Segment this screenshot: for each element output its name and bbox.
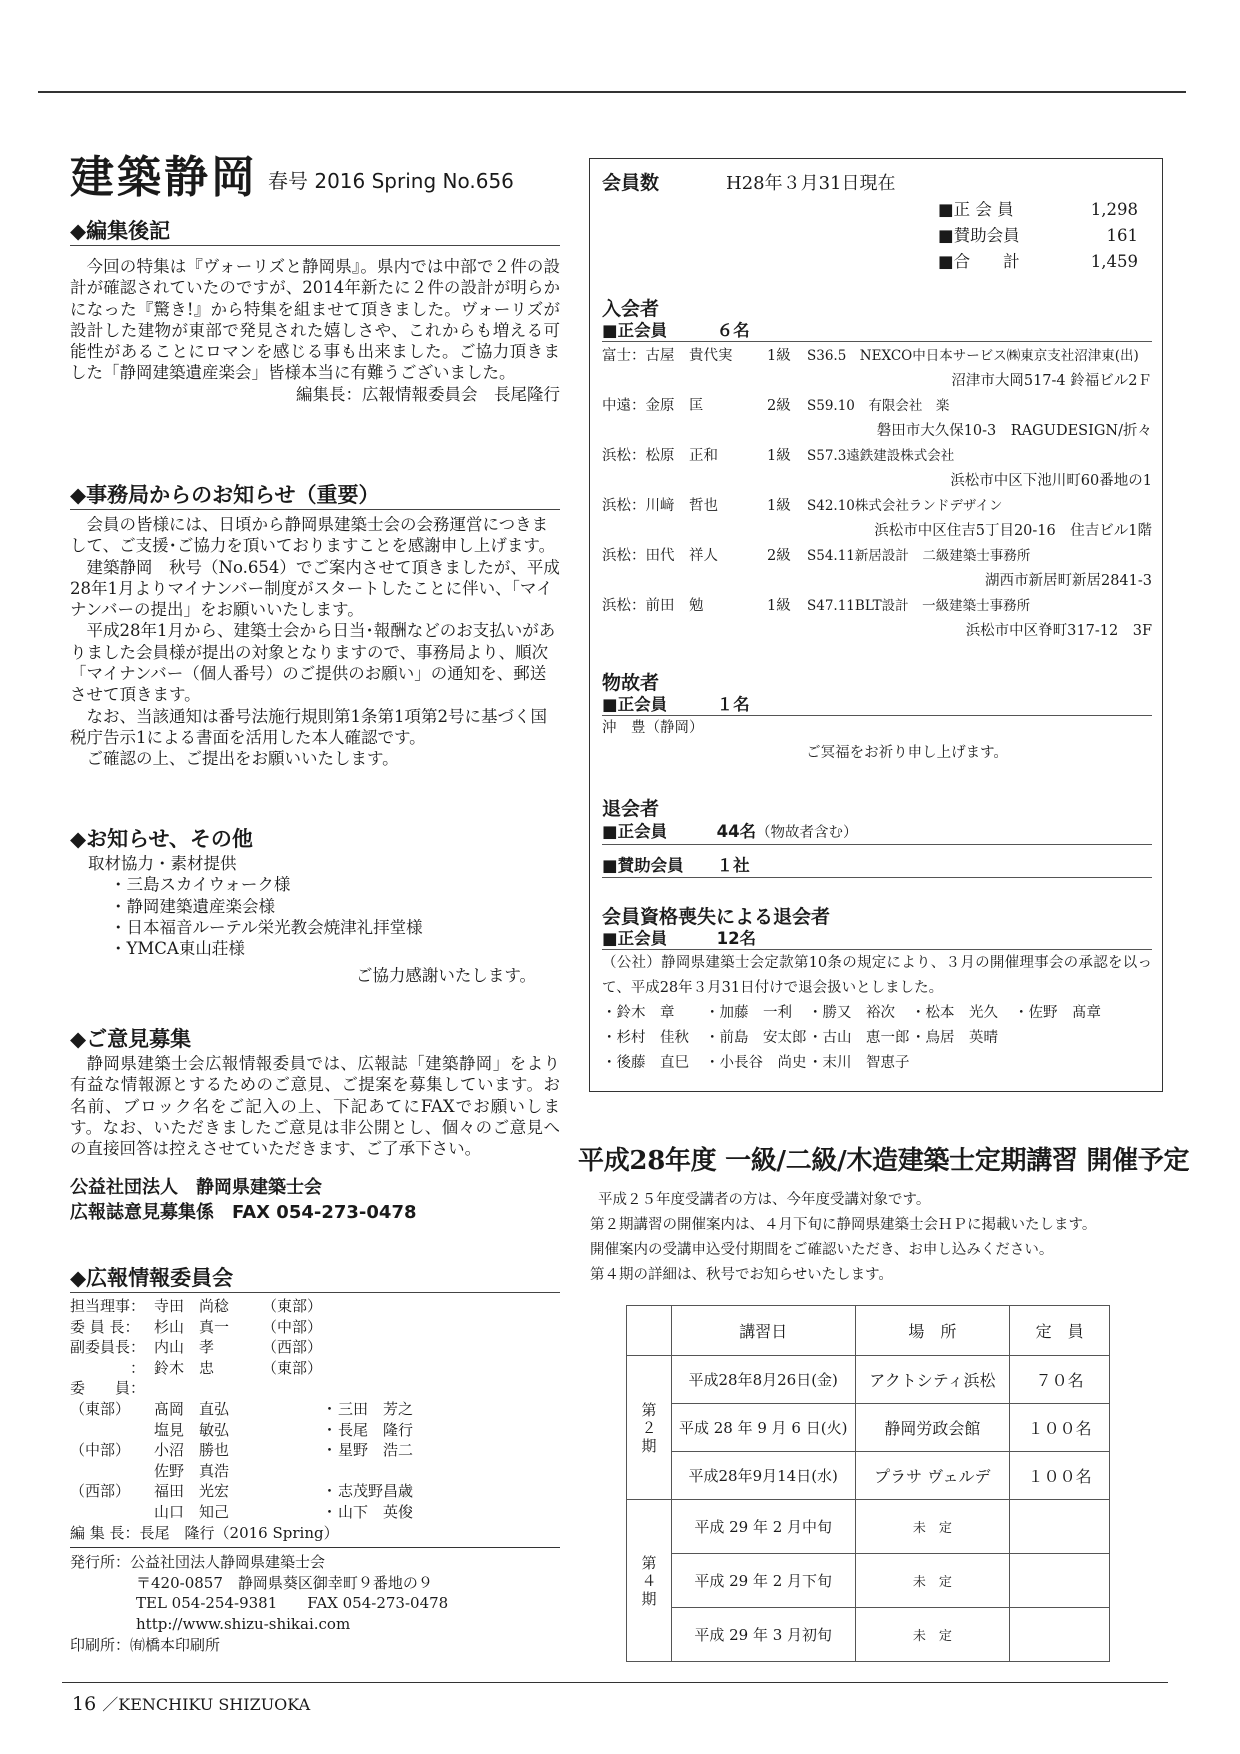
committee-cell: 山口 知己 bbox=[154, 1502, 230, 1521]
course-place: プラサ ヴェルデ bbox=[855, 1452, 1010, 1500]
joined-member-office: S42.10株式会社ランドデザイン bbox=[807, 498, 1003, 514]
committee-cell: ・ bbox=[322, 1482, 338, 1501]
joined-member-office: S59.10 有限会社 楽 bbox=[807, 398, 950, 414]
deceased-condolence: ご冥福をお祈り申し上げます。 bbox=[806, 745, 1008, 761]
opinions-org: 公益社団法人 静岡県建築士会 bbox=[70, 1177, 322, 1199]
office-notice-p4: なお、当該通知は番号法施行規則第1条第1項第2号に基づく国税庁告示1による書面を活用した本人確認です。 bbox=[70, 706, 547, 747]
bottom-rule bbox=[62, 1682, 1168, 1683]
course-line: 第４期の詳細は、秋号でお知らせいたします。 bbox=[590, 1267, 893, 1283]
top-rule bbox=[38, 91, 1186, 93]
joined-member-grade: 1級 bbox=[767, 498, 791, 514]
committee-cell bbox=[262, 1420, 322, 1441]
publisher-label: 発行所： bbox=[70, 1553, 131, 1572]
committee-cell bbox=[338, 1461, 428, 1482]
table-row bbox=[627, 1452, 1110, 1500]
joined-member-row bbox=[602, 344, 1152, 369]
committee-row bbox=[70, 1440, 428, 1461]
committee-row bbox=[70, 1296, 428, 1317]
other-notice-thanks: ご協力感謝いたします。 bbox=[355, 966, 536, 986]
opinions-heading: ◆ご意見募集 bbox=[70, 1027, 192, 1051]
committee-table bbox=[70, 1296, 428, 1523]
committee-cell bbox=[262, 1461, 322, 1482]
opinions-section bbox=[70, 1026, 560, 1225]
course-date: 平成 29 年 2 月中旬 bbox=[671, 1500, 855, 1554]
committee-cell: 佐野 真浩 bbox=[154, 1461, 230, 1480]
course-date: 平成28年9月14日(水) bbox=[671, 1452, 855, 1500]
course-lines bbox=[590, 1188, 1170, 1288]
disqualified-name: ・小長谷 尚史 bbox=[705, 1055, 807, 1071]
committee-cell: 小沼 勝也 bbox=[154, 1441, 230, 1460]
other-notice-item: ・三島スカイウォーク様 bbox=[110, 875, 291, 895]
disqualified-name: ・鈴木 章 bbox=[602, 1005, 675, 1021]
course-capacity: ７０名 bbox=[1010, 1356, 1110, 1404]
course-capacity bbox=[1010, 1554, 1110, 1608]
other-notice-heading: ◆お知らせ、その他 bbox=[70, 827, 253, 851]
course-capacity bbox=[1010, 1500, 1110, 1554]
committee-cell: 鈴木 忠 bbox=[154, 1358, 215, 1377]
course-schedule-table bbox=[626, 1305, 1110, 1662]
disqualified-name bbox=[1014, 1051, 1104, 1076]
committee-row bbox=[70, 1378, 428, 1399]
disqualified-name: ・末川 智恵子 bbox=[808, 1055, 910, 1071]
other-notice-section bbox=[70, 826, 560, 987]
committee-cell: ・ bbox=[322, 1441, 338, 1460]
disqualified-names bbox=[602, 1001, 1104, 1076]
committee-editor-line: 編 集 長：長尾 隆行（2016 Spring） bbox=[70, 1523, 339, 1542]
joined-member-grade: 1級 bbox=[767, 448, 791, 464]
committee-cell bbox=[262, 1502, 322, 1523]
table-header-blank bbox=[627, 1306, 672, 1356]
course-capacity bbox=[1010, 1608, 1110, 1662]
committee-cell: 塩見 敏弘 bbox=[154, 1420, 230, 1439]
disqualified-name: ・松本 光久 bbox=[911, 1005, 998, 1021]
joined-member-name: 浜松：前田 勉 bbox=[602, 598, 704, 614]
publisher-rule bbox=[70, 1547, 560, 1548]
member-count-label: ■賛助会員 bbox=[938, 226, 1020, 245]
office-notice-section bbox=[70, 482, 560, 770]
committee-cell bbox=[338, 1337, 428, 1358]
publisher-url[interactable]: http://www.shizu-shikai.com bbox=[136, 1614, 351, 1633]
joined-member-office: S54.11新居設計 二級建築士事務所 bbox=[807, 548, 1031, 564]
joined-member-row bbox=[602, 494, 1152, 519]
committee-cell bbox=[338, 1378, 428, 1399]
committee-cell bbox=[70, 1502, 154, 1523]
publisher-name: 公益社団法人静岡県建築士会 bbox=[130, 1553, 326, 1572]
joined-member-grade: 1級 bbox=[767, 598, 791, 614]
joined-member-address: 浜松市中区脊町317-12 3F bbox=[965, 623, 1152, 639]
committee-cell: ・ bbox=[322, 1502, 338, 1521]
member-count-value: 1,298 bbox=[1090, 200, 1138, 219]
deceased-heading: 物故者 bbox=[602, 672, 660, 694]
joined-heading: 入会者 bbox=[602, 298, 660, 320]
joined-member-row bbox=[602, 544, 1152, 569]
course-date: 平成28年8月26日(金) bbox=[671, 1356, 855, 1404]
footer-title: ／KENCHIKU SHIZUOKA bbox=[102, 1695, 311, 1714]
deceased-section bbox=[602, 671, 1152, 766]
committee-cell: （東部） bbox=[262, 1358, 323, 1377]
table-header-place: 場 所 bbox=[855, 1306, 1010, 1356]
editor-note-heading: ◆編集後記 bbox=[70, 218, 560, 246]
committee-row bbox=[70, 1481, 428, 1502]
committee-cell: 長尾 隆行 bbox=[338, 1420, 414, 1439]
committee-cell bbox=[322, 1358, 338, 1379]
committee-row bbox=[70, 1317, 428, 1338]
other-notice-item: ・YMCA東山荘様 bbox=[110, 939, 245, 959]
membership-box bbox=[589, 158, 1163, 1092]
committee-cell: 委 員： bbox=[70, 1379, 146, 1398]
committee-cell: ・ bbox=[322, 1399, 338, 1418]
committee-cell bbox=[154, 1378, 262, 1399]
joined-member-address: 浜松市中区住吉5丁目20-16 住吉ビル1階 bbox=[874, 523, 1152, 539]
member-count-value: 1,459 bbox=[1090, 252, 1138, 271]
committee-cell: 福田 光宏 bbox=[154, 1482, 230, 1501]
publisher-address: 〒420-0857 静岡県葵区御幸町９番地の９ bbox=[136, 1573, 433, 1592]
disqualified-name: ・杉村 佳秋 bbox=[602, 1030, 689, 1046]
committee-row bbox=[70, 1399, 428, 1420]
course-place: 未 定 bbox=[855, 1500, 1010, 1554]
member-count-value: 161 bbox=[1106, 226, 1138, 245]
committee-cell: 内山 孝 bbox=[154, 1338, 215, 1357]
committee-cell: （東部） bbox=[262, 1297, 323, 1315]
committee-cell: （西部） bbox=[262, 1338, 323, 1357]
disqualified-name: ・古山 恵一郎 bbox=[808, 1030, 910, 1046]
course-place: 未 定 bbox=[855, 1554, 1010, 1608]
table-header-capacity: 定 員 bbox=[1010, 1306, 1110, 1356]
joined-subheading: ■正会員 ６名 bbox=[602, 321, 1152, 342]
disqualified-name: ・後藤 直巳 bbox=[602, 1055, 689, 1071]
opinions-fax: 広報誌意見募集係 FAX 054-273-0478 bbox=[70, 1202, 417, 1224]
joined-member-address: 磐田市大久保10-3 RAGUDESIGN/折々 bbox=[876, 423, 1152, 439]
page-number: 16 bbox=[72, 1693, 97, 1715]
course-place: アクトシティ浜松 bbox=[855, 1356, 1010, 1404]
committee-cell: （西部） bbox=[70, 1482, 131, 1501]
committee-row bbox=[70, 1358, 428, 1379]
member-counts bbox=[938, 197, 1138, 275]
course-place: 未 定 bbox=[855, 1608, 1010, 1662]
committee-cell bbox=[262, 1440, 322, 1461]
period-label: 第 ４ 期 bbox=[627, 1500, 672, 1662]
editor-note-body: 今回の特集は『ヴォーリズと静岡県』。県内では中部で２件の設計が確認されていたのですが、2014年新たに２件の設計が明らかになった『驚き!』から特集を組ませて頂きました。ヴォーリズが設計した建物が東部で発見された嬉しさや、これからも増える可能性があることにロマンを感じる事も出来ました。ご協力頂きました「静岡建築遺産楽会」皆様本当に有難うございました。 bbox=[70, 257, 560, 383]
withdrawn-subheading: ■正会員 44名 bbox=[602, 822, 757, 841]
withdrawn-heading: 退会者 bbox=[602, 798, 660, 820]
course-date: 平成 29 年 3 月初旬 bbox=[671, 1608, 855, 1662]
publisher-block bbox=[70, 1552, 560, 1655]
opinions-body: 静岡県建築士会広報情報委員では、広報誌「建築静岡」をより有益な情報源とするためのご意見、ご提案を募集しています。お名前、ブロック名をご記入の上、下記あてにFAXでお願いします。なお、いただきましたご意見は非公開とし、個々のご意見への直接回答は控えさせていただきます、ご了承下さい。 bbox=[70, 1054, 560, 1159]
table-row bbox=[627, 1500, 1110, 1554]
disqualified-name: ・勝又 裕次 bbox=[808, 1005, 895, 1021]
joined-member-name: 浜松：松原 正和 bbox=[602, 448, 718, 464]
joined-member-name: 中遠：金原 匡 bbox=[602, 398, 704, 414]
table-row bbox=[627, 1356, 1110, 1404]
other-notice-intro: 取材協力・素材提供 bbox=[88, 854, 237, 873]
course-date: 平成 29 年 2 月下旬 bbox=[671, 1554, 855, 1608]
committee-cell bbox=[322, 1296, 338, 1317]
committee-cell bbox=[338, 1317, 428, 1338]
disqualified-name: ・鳥居 英晴 bbox=[911, 1030, 998, 1046]
committee-cell: 副委員長： bbox=[70, 1338, 146, 1357]
disqualified-section bbox=[602, 905, 1152, 1076]
joined-member-office: S57.3遠鉄建設株式会社 bbox=[807, 448, 955, 464]
committee-cell: 杉山 真一 bbox=[154, 1317, 230, 1336]
table-row bbox=[627, 1608, 1110, 1662]
other-notice-item: ・静岡建築遺産楽会様 bbox=[110, 896, 275, 916]
joined-section bbox=[602, 297, 1152, 644]
committee-heading: ◆広報情報委員会 bbox=[70, 1265, 560, 1293]
committee-cell: 担当理事： bbox=[70, 1297, 146, 1315]
joined-member-address: 沼津市大岡517-4 鈴福ビル2Ｆ bbox=[951, 373, 1152, 389]
course-line: 開催案内の受講申込受付期間をご確認いただき、お申し込みください。 bbox=[590, 1242, 1054, 1258]
magazine-title: 建築静岡 bbox=[70, 152, 258, 203]
printer-label: 印刷所： bbox=[70, 1635, 131, 1654]
withdrawn-section bbox=[602, 797, 1152, 878]
joined-member-name: 浜松：川﨑 哲也 bbox=[602, 498, 718, 514]
joined-member-address: 湖西市新居町新居2841-3 bbox=[984, 573, 1152, 589]
disqualified-body: （公社）静岡県建築士会定款第10条の規定により、３月の開催理事会の承認を以って、平成28年３月31日付けで退会扱いとしました。 bbox=[602, 955, 1152, 996]
disqualified-subheading: ■正会員 12名 bbox=[602, 929, 1152, 950]
deceased-name: 沖 豊（静岡） bbox=[602, 720, 704, 736]
committee-row bbox=[70, 1420, 428, 1441]
joined-member-name: 浜松：田代 祥人 bbox=[602, 548, 718, 564]
joined-member-row bbox=[602, 594, 1152, 619]
committee-row bbox=[70, 1337, 428, 1358]
disqualified-name: ・佐野 髙章 bbox=[1014, 1005, 1101, 1021]
withdrawn-note: （物故者含む） bbox=[756, 825, 858, 841]
committee-cell: 山下 英俊 bbox=[338, 1502, 414, 1521]
committee-cell: 髙岡 直弘 bbox=[154, 1399, 230, 1418]
course-line: 平成２５年度受講者の方は、今年度受講対象です。 bbox=[598, 1192, 931, 1208]
joined-member-office: S36.5 NEXCO中日本サービス㈱東京支社沼津東(出) bbox=[807, 348, 1139, 364]
office-notice-p1: 会員の皆様には、日頃から静岡県建築士会の会務運営につきまして、ご支援･ご協力を頂いておりますことを感謝申し上げます。 bbox=[70, 515, 556, 556]
disqualified-name bbox=[911, 1051, 1014, 1076]
table-row bbox=[627, 1404, 1110, 1452]
committee-cell bbox=[262, 1481, 322, 1502]
committee-cell: ・ bbox=[322, 1420, 338, 1439]
table-header-date: 講習日 bbox=[671, 1306, 855, 1356]
committee-cell: 星野 浩二 bbox=[338, 1441, 414, 1460]
committee-cell: （中部） bbox=[70, 1441, 131, 1460]
course-capacity: １００名 bbox=[1010, 1452, 1110, 1500]
course-place: 静岡労政会館 bbox=[855, 1404, 1010, 1452]
committee-section bbox=[70, 1265, 560, 1655]
office-notice-heading: ◆事務局からのお知らせ（重要） bbox=[70, 482, 560, 510]
committee-cell bbox=[322, 1378, 338, 1399]
editor-note-signature: 編集長：広報情報委員会 長尾隆行 bbox=[296, 384, 560, 404]
course-capacity: １００名 bbox=[1010, 1404, 1110, 1452]
joined-member-row bbox=[602, 394, 1152, 419]
withdrawn-support-subheading: ■賛助会員 １社 bbox=[602, 855, 1152, 878]
page-footer bbox=[72, 1690, 310, 1719]
members-as-of: H28年３月31日現在 bbox=[726, 173, 896, 194]
joined-member-name: 富士：古屋 貴代実 bbox=[602, 348, 733, 364]
committee-cell bbox=[338, 1358, 428, 1379]
committee-cell: 委 員 長： bbox=[70, 1317, 140, 1336]
committee-cell bbox=[322, 1337, 338, 1358]
joined-member-grade: 2級 bbox=[767, 398, 791, 414]
disqualified-name bbox=[1014, 1026, 1104, 1051]
committee-cell bbox=[262, 1378, 322, 1399]
office-notice-p5: ご確認の上、ご提出をお願いいたします。 bbox=[86, 749, 399, 769]
table-row bbox=[627, 1554, 1110, 1608]
committee-cell: （中部） bbox=[262, 1317, 323, 1336]
course-date: 平成 28 年 9 月 6 日(火) bbox=[671, 1404, 855, 1452]
committee-cell bbox=[322, 1317, 338, 1338]
joined-member-row bbox=[602, 444, 1152, 469]
period-label: 第 ２ 期 bbox=[627, 1356, 672, 1500]
committee-cell bbox=[70, 1420, 154, 1441]
course-line: 第２期講習の開催案内は、４月下旬に静岡県建築士会ＨＰに掲載いたします。 bbox=[590, 1217, 1097, 1233]
printer-name: ㈲橋本印刷所 bbox=[130, 1635, 221, 1654]
joined-member-grade: 2級 bbox=[767, 548, 791, 564]
committee-cell: 寺田 尚稔 bbox=[154, 1297, 230, 1315]
disqualified-name: ・加藤 一利 bbox=[705, 1005, 792, 1021]
committee-cell bbox=[262, 1399, 322, 1420]
committee-cell bbox=[322, 1461, 338, 1482]
member-count-label: ■正 会 員 bbox=[938, 200, 1014, 219]
joined-member-office: S47.11BLT設計 一級建築士事務所 bbox=[807, 598, 1031, 614]
joined-member-grade: 1級 bbox=[767, 348, 791, 364]
committee-cell: ： bbox=[70, 1358, 146, 1377]
publisher-tel-fax: TEL 054-254-9381 FAX 054-273-0478 bbox=[136, 1594, 449, 1613]
committee-cell: 三田 芳之 bbox=[338, 1399, 414, 1418]
committee-row bbox=[70, 1502, 428, 1523]
committee-cell bbox=[70, 1461, 154, 1482]
committee-row bbox=[70, 1461, 428, 1482]
deceased-subheading: ■正会員 １名 bbox=[602, 695, 1152, 716]
committee-cell: （東部） bbox=[70, 1399, 131, 1418]
member-count-label: ■合 計 bbox=[938, 252, 1020, 271]
office-notice-p3: 平成28年1月から、建築士会から日当･報酬などのお支払いがありました会員様が提出の対象となりますので、事務局より、順次「マイナンバー（個人番号）のご提供のお願い」の通知を、郵送させて頂きます。 bbox=[70, 621, 556, 705]
issue-label: 春号 2016 Spring No.656 bbox=[268, 169, 514, 193]
committee-cell: 志茂野昌歳 bbox=[338, 1482, 414, 1501]
joined-member-address: 浜松市中区下池川町60番地の1 bbox=[950, 473, 1152, 489]
editor-note-section bbox=[70, 218, 560, 405]
other-notice-item: ・日本福音ルーテル栄光教会焼津礼拝堂様 bbox=[110, 917, 423, 937]
course-heading: 平成28年度 一級/二級/木造建築士定期講習 開催予定 bbox=[578, 1146, 1190, 1176]
committee-cell bbox=[338, 1296, 428, 1317]
disqualified-heading: 会員資格喪失による退会者 bbox=[602, 906, 831, 928]
disqualified-name: ・前島 安太郎 bbox=[705, 1030, 807, 1046]
members-heading: 会員数 bbox=[602, 172, 660, 194]
office-notice-p2: 建築静岡 秋号（No.654）でご案内させて頂きましたが、平成28年1月よりマイナンバー制度がスタートしたことに伴い、「マイナンバーの提出」をお願いいたします。 bbox=[70, 557, 560, 620]
